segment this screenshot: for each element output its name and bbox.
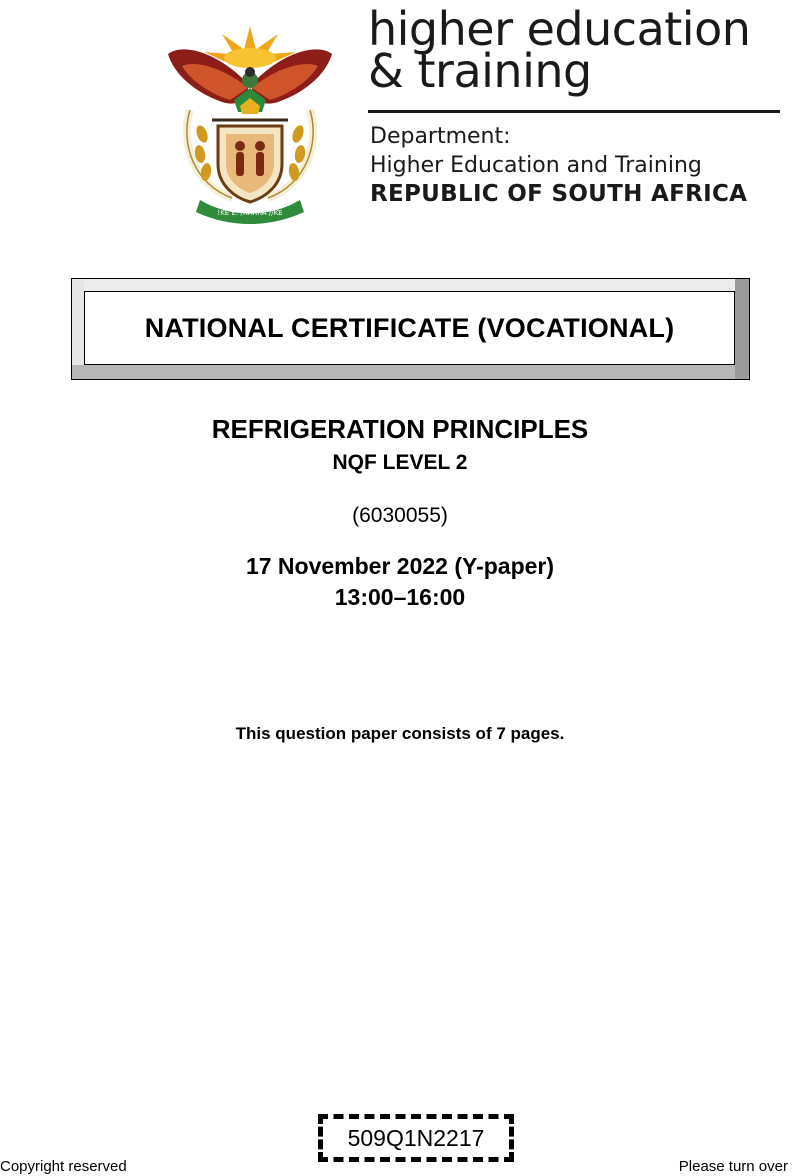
exam-date: 17 November 2022 (Y-paper) xyxy=(245,553,555,579)
paper-id: 509Q1N2217 xyxy=(347,1124,485,1151)
department-label: Department: xyxy=(370,124,511,149)
subject-title: REFRIGERATION PRINCIPLES xyxy=(211,414,589,444)
coat-of-arms-logo xyxy=(160,14,340,226)
department-brand xyxy=(368,2,788,207)
exam-time: 13:00–16:00 xyxy=(334,584,466,610)
footer-turn-over: Please turn over xyxy=(678,1158,788,1175)
motto-text: !KE E: /XARRA //KE xyxy=(217,209,283,217)
subject-code: (6030055) xyxy=(352,504,448,527)
brand-line-1: higher education xyxy=(368,2,751,56)
certificate-title-frame xyxy=(71,278,750,380)
certificate-title: NATIONAL CERTIFICATE (VOCATIONAL) xyxy=(144,312,675,343)
paper-id-box xyxy=(318,1114,514,1162)
pages-note: This question paper consists of 7 pages. xyxy=(235,724,565,743)
country-name: REPUBLIC OF SOUTH AFRICA xyxy=(370,181,748,207)
footer-copyright: Copyright reserved xyxy=(0,1158,127,1175)
brand-line-2: & training xyxy=(368,44,592,98)
department-name: Higher Education and Training xyxy=(370,153,702,178)
nqf-level: NQF LEVEL 2 xyxy=(332,451,468,474)
brand-rule xyxy=(368,110,780,113)
